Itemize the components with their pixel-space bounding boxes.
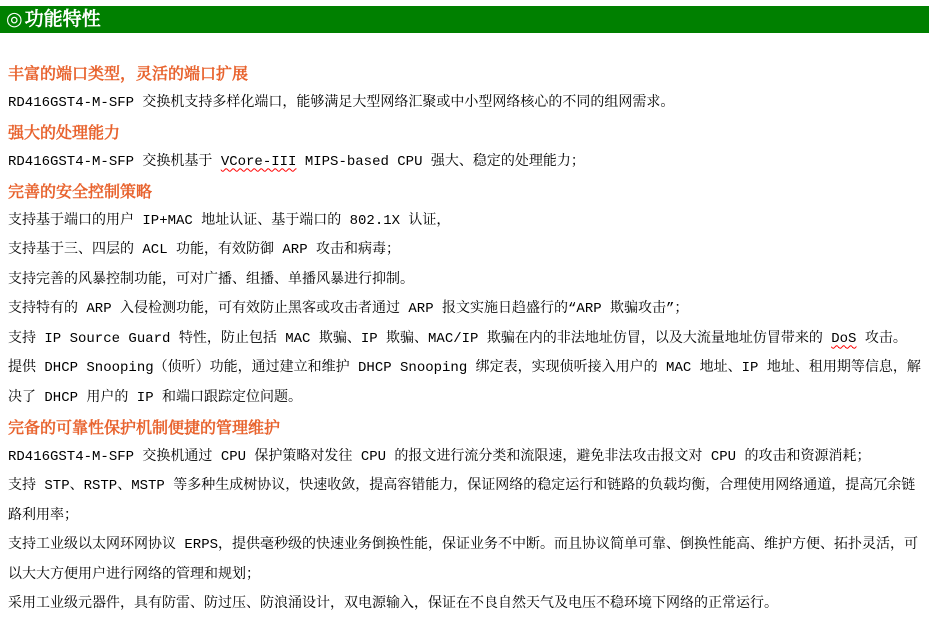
page-section-title: 功能特性 (24, 8, 101, 30)
section-title-bar (0, 6, 929, 33)
feature-paragraph (8, 236, 921, 266)
feature-paragraph (8, 472, 921, 531)
feature-paragraph (8, 207, 921, 237)
feature-paragraph (8, 295, 921, 325)
feature-heading: 丰富的端口类型，灵活的端口扩展 (8, 64, 249, 83)
text-run: MIPS-based CPU 强大、稳定的处理能力； (296, 153, 585, 170)
feature-paragraph (8, 590, 921, 620)
text-run: RD416GST4-M-SFP 交换机通过 CPU 保护策略对发往 CPU 的报文进行流分类和流限速，避免非法攻击报文对 CPU 的攻击和资源消耗； (8, 448, 871, 465)
text-run: 提供 DHCP Snooping（侦听）功能，通过建立和维护 DHCP Snooping 绑定表，实现侦听接入用户的 MAC 地址、IP 地址、租用期等信息，解决了 DHCP 用户的 IP 和端口跟踪定位问题。 (8, 360, 921, 406)
feature-paragraph (8, 325, 921, 355)
feature-paragraph (8, 531, 921, 590)
feature-paragraph (8, 266, 921, 296)
text-run: 支持基于端口的用户 IP+MAC 地址认证、基于端口的 802.1X 认证， (8, 212, 451, 229)
content (0, 33, 929, 620)
feature-paragraph (8, 443, 921, 473)
text-run: 采用工业级元器件，具有防雷、防过压、防浪涌设计，双电源输入，保证在不良自然天气及电压不稳环境下网络的正常运行。 (8, 596, 778, 612)
text-run: 支持 IP Source Guard 特性，防止包括 MAC 欺骗、IP 欺骗、MAC/IP 欺骗在内的非法地址仿冒，以及大流量地址仿冒带来的 (8, 330, 832, 347)
text-run: 支持特有的 ARP 入侵检测功能，可有效防止黑客或攻击者通过 ARP 报文实施日趋盛行的“ARP 欺骗攻击”； (8, 301, 689, 317)
feature-heading: 强大的处理能力 (8, 123, 121, 142)
spellcheck-marked-text: DoS (831, 330, 857, 347)
document-page (0, 6, 929, 620)
spellcheck-marked-text: VCore-III (220, 153, 297, 170)
feature-heading: 完备的可靠性保护机制便捷的管理维护 (8, 418, 281, 437)
feature-paragraph (8, 354, 921, 413)
text-run: RD416GST4-M-SFP 交换机支持多样化端口，能够满足大型网络汇聚或中小型网络核心的不同的组网需求。 (8, 94, 675, 111)
feature-paragraph (8, 89, 921, 119)
text-run: 支持 STP、RSTP、MSTP 等多种生成树协议，快速收敛，提高容错能力，保证网络的稳定运行和链路的负载均衡，合理使用网络通道，提高冗余链路利用率； (8, 478, 916, 524)
feature-paragraph (8, 148, 921, 178)
text-run: 支持基于三、四层的 ACL 功能，有效防御 ARP 攻击和病毒； (8, 242, 401, 258)
double-circle-bullet-icon: ◎ (6, 8, 23, 30)
feature-heading: 完善的安全控制策略 (8, 182, 153, 201)
text-run: RD416GST4-M-SFP 交换机基于 (8, 153, 221, 170)
text-run: 支持工业级以太网环网协议 ERPS，提供毫秒级的快速业务倒换性能，保证业务不中断。而且协议简单可靠、倒换性能高、维护方便、拓扑灵活，可以大大方便用户进行网络的管理和规划； (8, 537, 919, 583)
text-run: 攻击。 (856, 330, 907, 347)
text-run: 支持完善的风暴控制功能，可对广播、组播、单播风暴进行抑制。 (8, 271, 414, 288)
